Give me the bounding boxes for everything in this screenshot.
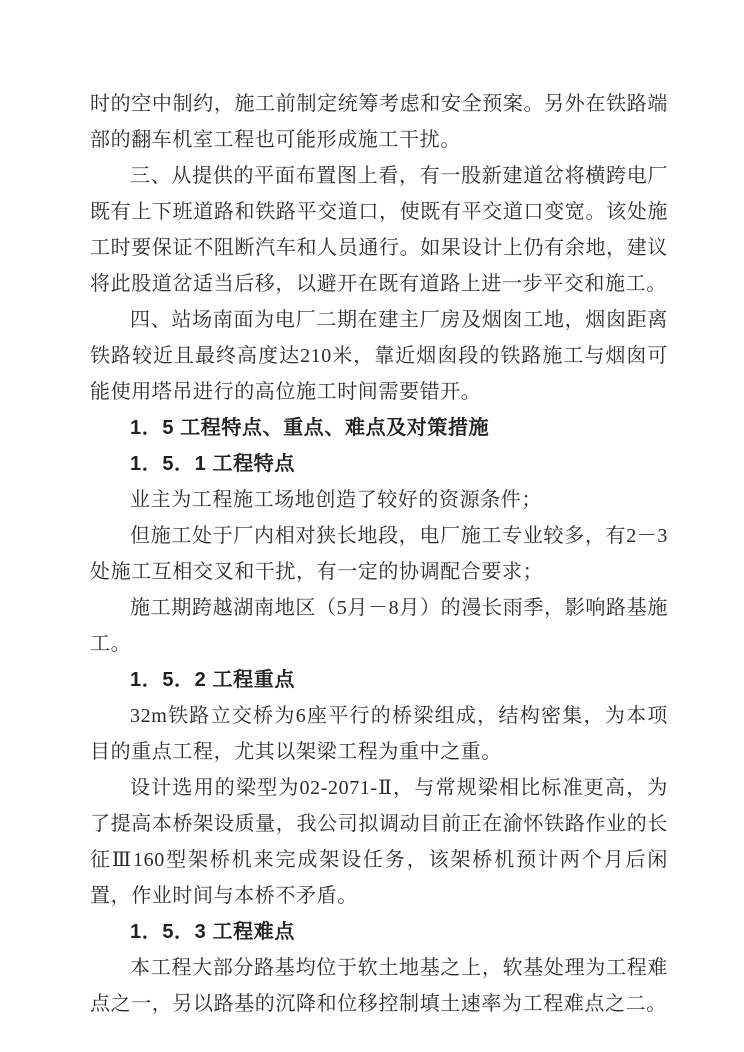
- heading-1-5-2-project-keypoints: 1．5．2 工程重点: [130, 669, 295, 691]
- paragraph-owner-resource-conditions: 业主为工程施工场地创造了较好的资源条件；: [130, 489, 542, 511]
- paragraph-narrow-site-coordination: 但施工处于厂内相对狭长地段，电厂施工专业较多，有2－3处施工互相交叉和干扰，有一定的协调配合要求；: [90, 525, 668, 583]
- heading-1-5-features-keypoints-difficulties: 1．5 工程特点、重点、难点及对策措施: [130, 417, 490, 439]
- paragraph-item-three-track-switch: 三、从提供的平面布置图上看，有一股新建道岔将横跨电厂既有上下班道路和铁路平交道口，使既有平交道口变宽。该处施工时要保证不阻断汽车和人员通行。如果设计上仍有余地，建议将此股道岔适当后移，以避开在既有道路上进一步平交和施工。: [90, 165, 668, 295]
- paragraph-soft-soil-foundation: 本工程大部分路基均位于软土地基之上，软基处理为工程难点之一，另以路基的沉降和位移控制填土速率为工程难点之二。: [90, 957, 668, 1015]
- paragraph-item-four-chimney-site: 四、站场南面为电厂二期在建主厂房及烟囱工地，烟囱距离铁路较近且最终高度达210米，靠近烟囱段的铁路施工与烟囱可能使用塔吊进行的高位施工时间需要错开。: [90, 309, 668, 403]
- paragraph-overpass-bridges: 32m铁路立交桥为6座平行的桥梁组成，结构密集，为本项目的重点工程，尤其以架梁工程为重中之重。: [90, 705, 668, 763]
- paragraph-rainy-season: 施工期跨越湖南地区（5月－8月）的漫长雨季，影响路基施工。: [90, 597, 668, 655]
- paragraph-overhead-constraint-continuation: 时的空中制约，施工前制定统筹考虑和安全预案。另外在铁路端部的翻车机室工程也可能形成施工干扰。: [90, 93, 668, 151]
- heading-1-5-3-project-difficulties: 1．5．3 工程难点: [130, 921, 295, 943]
- paragraph-beam-type-erection-machine: 设计选用的梁型为02-2071-Ⅱ，与常规梁相比标准更高，为了提高本桥架设质量，我公司拟调动目前正在渝怀铁路作业的长征Ⅲ160型架桥机来完成架设任务，该架桥机预计两个月后闲置，作业时间与本桥不矛盾。: [90, 777, 668, 907]
- heading-1-5-1-project-features: 1．5．1 工程特点: [130, 453, 295, 475]
